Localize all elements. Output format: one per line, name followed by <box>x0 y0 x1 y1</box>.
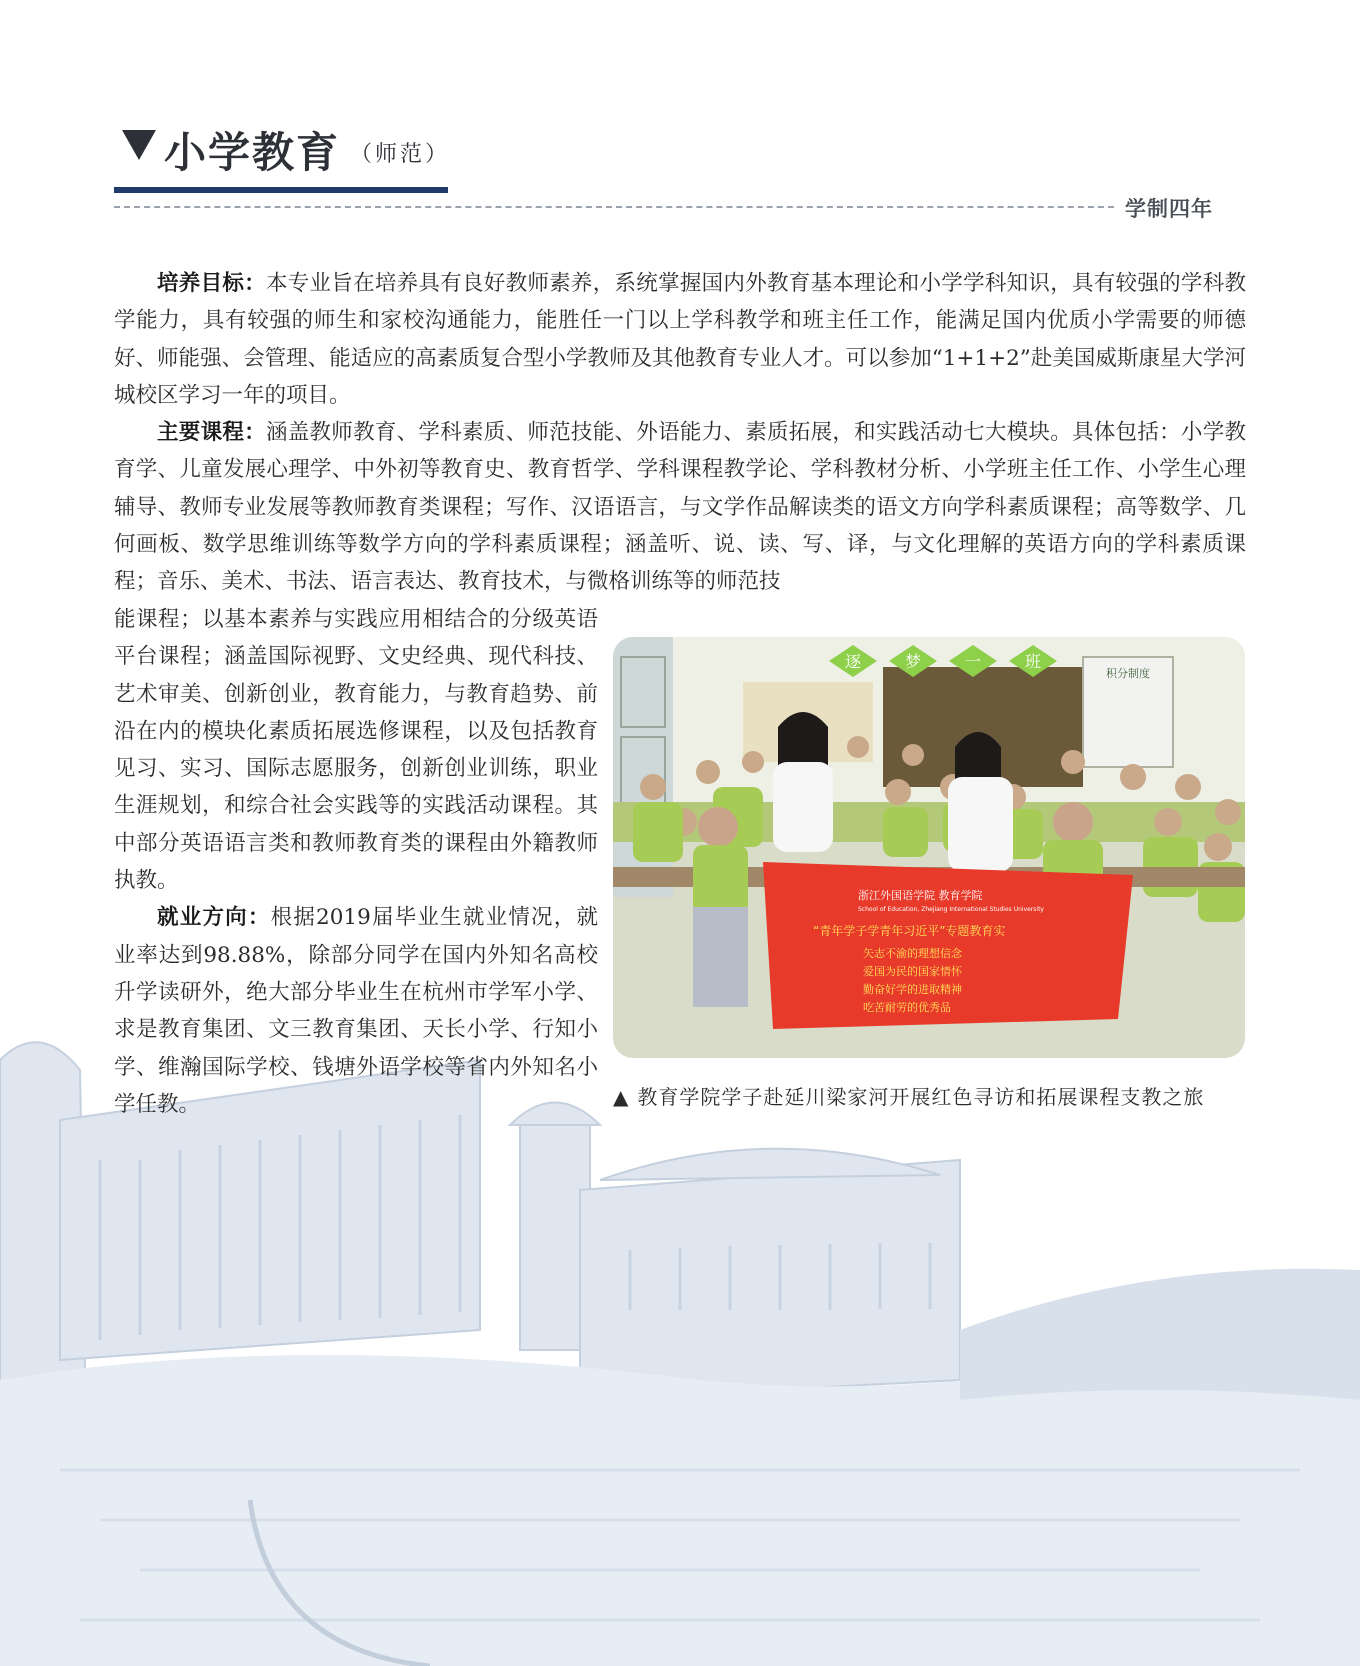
courses-label: 主要课程： <box>157 420 266 446</box>
major-title: 小学教育 <box>164 128 341 177</box>
photo-caption <box>613 1081 1204 1110</box>
employment-text: 根据2019届毕业生就业情况，就业率达到98.88%，除部分同学在国内外知名高校升学读研外，绝大部分毕业生在杭州市学军小学、求是教育集团、文三教育集团、天长小学、行知小学、维瀚国际学校、钱塘外语学校等省内外知名小学任教。 <box>114 905 598 1117</box>
sign-char: 逐 <box>844 652 862 671</box>
full-width-text <box>114 265 1246 601</box>
score-board-label: 积分制度 <box>1106 667 1150 680</box>
goal-paragraph <box>114 265 1246 414</box>
banner-line: 矢志不渝的理想信念 <box>863 947 962 960</box>
courses-text: 涵盖教师教育、学科素质、师范技能、外语能力、素质拓展，和实践活动七大模块。具体包括：小学教育学、儿童发展心理学、中外初等教育史、教育哲学、学科课程教学论、学科教材分析、小学班主任工作、小学生心理辅导、教师专业发展等教师教育类课程；写作、汉语语言，与文学作品解读类的语文方向学科素质课程；高等数学、几何画板、数学思维训练等数学方向的学科素质课程；涵盖听、说、读、写、译，与文化理解的英语方向的学科素质课程；音乐、美术、书法、语言表达、教育技术，与微格训练等的师范技 <box>114 420 1246 595</box>
sign-char: 梦 <box>904 652 922 671</box>
courses-continued: 能课程；以基本素养与实践应用相结合的分级英语平台课程；涵盖国际视野、文史经典、现代科技、艺术审美、创新创业，教育能力，与教育趋势、前沿在内的模块化素质拓展选修课程，以及包括教育见习、实习、国际志愿服务，创新创业训练，职业生涯规划，和综合社会实践等的实践活动课程。其中部分英语语言类和教师教育类的课程由外籍教师执教。 <box>114 607 598 894</box>
page-title <box>122 104 451 177</box>
courses-paragraph <box>114 414 1246 600</box>
banner-line: 爱国为民的国家情怀 <box>863 965 962 978</box>
red-banner <box>763 862 1133 1029</box>
goal-text: 本专业旨在培养具有良好教师素养，系统掌握国内外教育基本理论和小学学科知识，具有较强的学科教学能力，具有较强的师生和家校沟通能力，能胜任一门以上学科教学和班主任工作，能满足国内优质小学需要的师德好、师能强、会管理、能适应的高素质复合型小学教师及其他教育专业人才。可以参加“1+1+2”赴美国威斯康星大学河城校区学习一年的项目。 <box>114 271 1246 408</box>
classroom-photo <box>613 637 1245 1058</box>
title-underline <box>114 187 448 193</box>
banner-title: “青年学子学青年习近平”专题教育实 <box>813 924 1006 938</box>
goal-label: 培养目标： <box>157 271 266 296</box>
narrow-column-text <box>114 601 598 1123</box>
program-duration: 学制四年 <box>1125 197 1213 221</box>
employment-label: 就业方向： <box>157 905 271 931</box>
banner-header-en: School of Education, Zhejiang International Studies University <box>858 906 1044 913</box>
caption-text: 教育学院学子赴延川梁家河开展红色寻访和拓展课程支教之旅 <box>637 1085 1205 1109</box>
caption-triangle-icon: ▲ <box>613 1085 630 1109</box>
banner-header: 浙江外国语学院 教育学院 <box>858 889 983 902</box>
banner-line: 吃苦耐劳的优秀品 <box>863 1001 951 1014</box>
banner-line: 勤奋好学的进取精神 <box>863 983 962 996</box>
major-subtitle: （师范） <box>350 142 451 167</box>
employment-paragraph <box>114 899 598 1123</box>
triangle-marker-icon <box>122 130 156 160</box>
dashed-divider <box>114 206 1114 208</box>
sign-char: 一 <box>964 652 982 671</box>
sign-char: 班 <box>1024 652 1042 671</box>
